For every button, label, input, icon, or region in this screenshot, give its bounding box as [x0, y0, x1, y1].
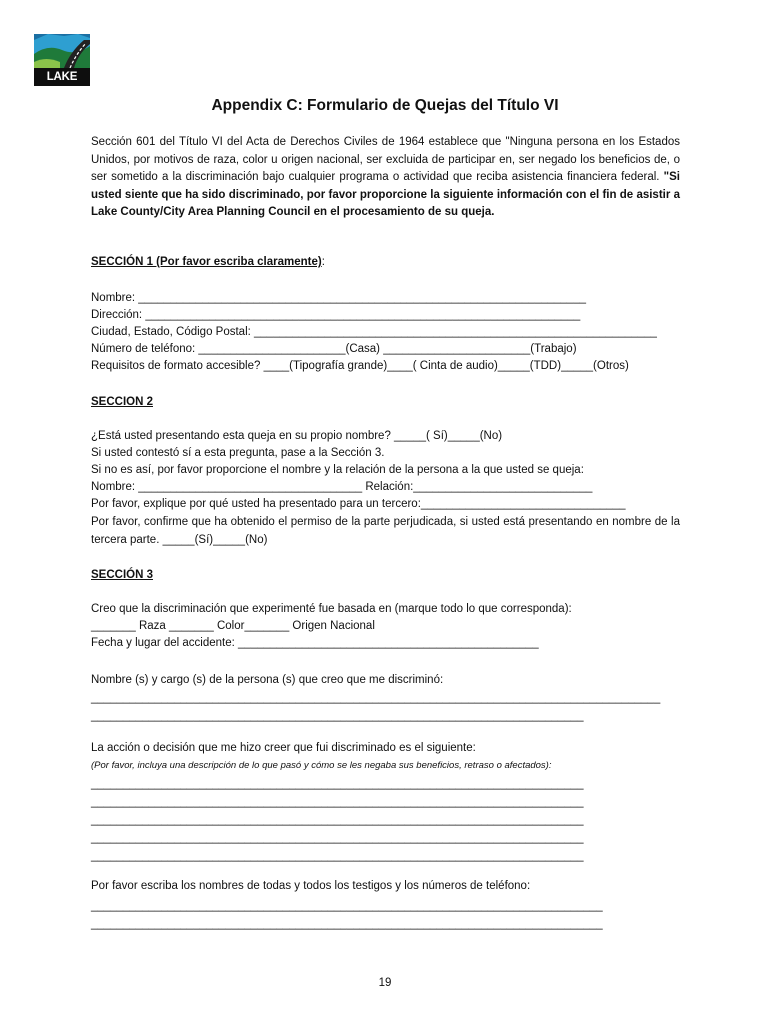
- city-state-zip-field[interactable]: Ciudad, Estado, Código Postal: _______________________________________________________________: [91, 326, 657, 338]
- page-title: Appendix C: Formulario de Quejas del Título VI: [211, 97, 559, 114]
- action-answer-line-4[interactable]: _____________________________________________________________________________: [91, 832, 584, 844]
- witnesses-answer-line-2[interactable]: ________________________________________________________________________________: [91, 918, 603, 930]
- section2-header: SECCION 2: [91, 396, 153, 408]
- section1-header: SECCIÓN 1 (Por favor escriba claramente): [91, 256, 322, 268]
- third-party-name-relation-field[interactable]: Nombre: ___________________________________ Relación:____________________________: [91, 481, 593, 493]
- logo-text: LAKE APC: [34, 68, 90, 86]
- witnesses-answer-line-1[interactable]: ________________________________________________________________________________: [91, 900, 603, 912]
- action-decision-question: La acción o decisión que me hizo creer que fui discriminado es el siguiente:: [91, 742, 476, 754]
- section1-heading: [91, 254, 325, 272]
- permission-confirmation[interactable]: Por favor, confirme que ha obtenido el permiso de la parte perjudicada, si usted está presentando en nombre de la tercera parte. _____(Sí)_____(No): [91, 516, 680, 546]
- action-answer-line-3[interactable]: _____________________________________________________________________________: [91, 814, 584, 826]
- incident-date-location-field[interactable]: Fecha y lugar del accidente: _______________________________________________: [91, 637, 539, 649]
- action-answer-line-5[interactable]: _____________________________________________________________________________: [91, 850, 584, 862]
- page-number: 19: [378, 977, 392, 989]
- action-answer-line-1[interactable]: _____________________________________________________________________________: [91, 778, 584, 790]
- action-description-hint: (Por favor, incluya una descripción de lo que pasó y cómo se les negaba sus beneficios, retraso o afectados):: [91, 760, 552, 771]
- discriminator-name-question: Nombre (s) y cargo (s) de la persona (s) que creo que me discriminó:: [91, 674, 444, 686]
- road-landscape-icon: [34, 34, 90, 68]
- accessible-format-field[interactable]: Requisitos de formato accesible? ____(Tipografía grande)____( Cinta de audio)_____(TDD)_____(Otros): [91, 360, 629, 372]
- name-field[interactable]: Nombre: ______________________________________________________________________: [91, 292, 586, 304]
- address-field[interactable]: Dirección: ____________________________________________________________________: [91, 309, 581, 321]
- discrimination-basis-options[interactable]: _______ Raza _______ Color_______ Origen Nacional: [91, 620, 375, 632]
- section3-header: SECCIÓN 3: [91, 569, 153, 581]
- intro-text: Sección 601 del Título VI del Acta de Derechos Civiles de 1964 establece que "Ninguna persona en los Estados Unidos, por motivos de raza, color u origen nacional, ser excluida de participar en, ser negado los beneficios de, o ser sometido a la discriminación bajo cualquier programa o actividad que reciba asistencia financiera federal.: [91, 136, 680, 183]
- action-answer-line-2[interactable]: _____________________________________________________________________________: [91, 796, 584, 808]
- phone-field[interactable]: Número de teléfono: _______________________(Casa) _______________________(Trabajo): [91, 343, 577, 355]
- intro-paragraph: [91, 134, 680, 222]
- discriminator-answer-line-2[interactable]: _____________________________________________________________________________: [91, 710, 584, 722]
- skip-instruction: Si usted contestó sí a esta pregunta, pase a la Sección 3.: [91, 447, 385, 459]
- intro-bold-text: "Si usted siente que ha sido discriminado, por favor proporcione la siguiente información con el fin de asistir a Lake County/City Area Planning Council en el procesamiento de su queja.: [91, 171, 680, 218]
- own-behalf-question[interactable]: ¿Está usted presentando esta queja en su propio nombre? _____( Sí)_____(No): [91, 430, 503, 442]
- discriminator-answer-line-1[interactable]: _________________________________________________________________________________________: [91, 692, 661, 704]
- section1-header-suffix: :: [321, 256, 325, 268]
- lake-apc-logo: [34, 34, 90, 101]
- third-party-reason-field[interactable]: Por favor, explique por qué usted ha presentado para un tercero:________________________________: [91, 498, 626, 510]
- discrimination-basis-question: Creo que la discriminación que experimenté fue basada en (marque todo lo que corresponda):: [91, 603, 572, 615]
- third-party-instruction: Si no es así, por favor proporcione el nombre y la relación de la persona a la que usted se queja:: [91, 464, 584, 476]
- witnesses-question: Por favor escriba los nombres de todas y todos los testigos y los números de teléfono:: [91, 880, 531, 892]
